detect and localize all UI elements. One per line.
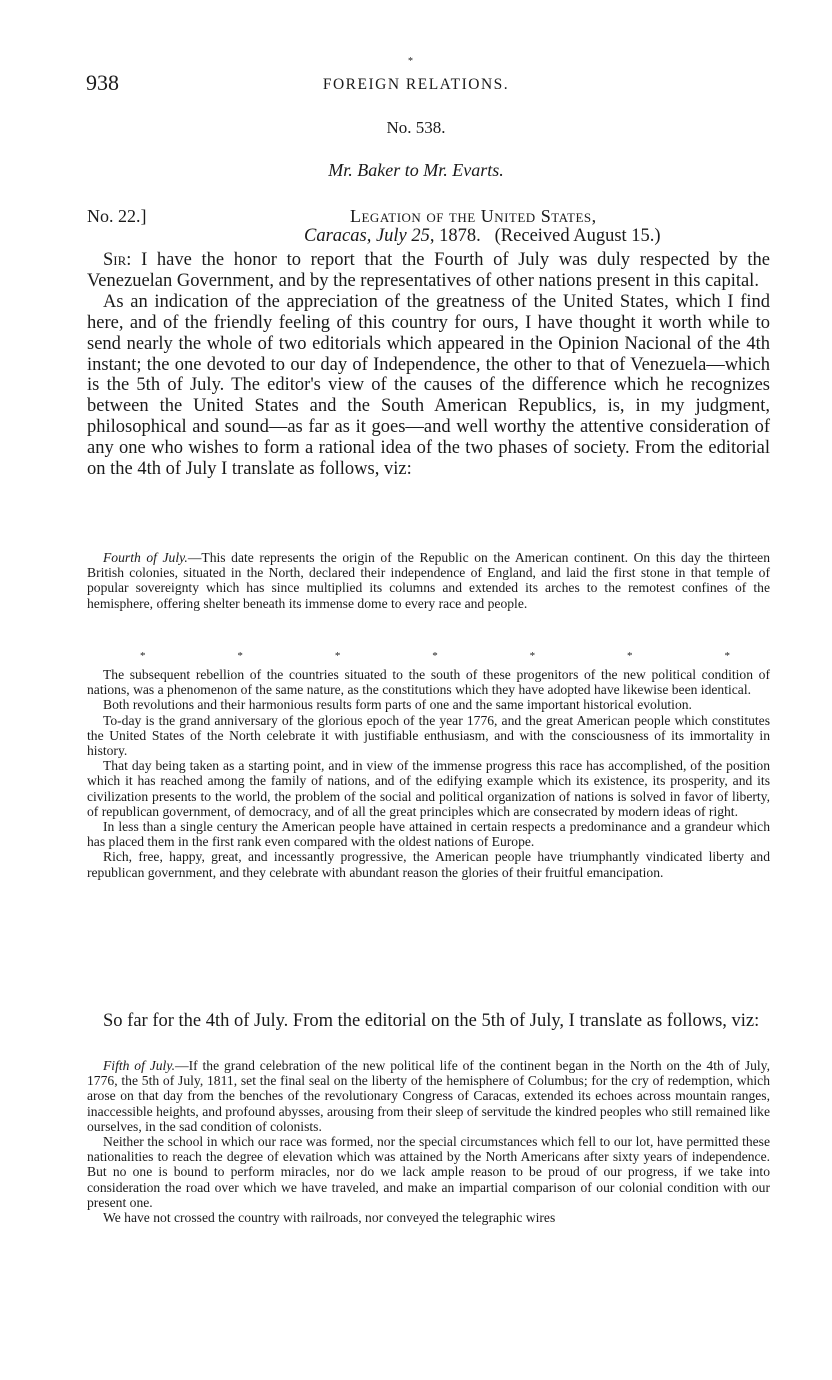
editorial-paragraph: The subsequent rebellion of the countries situated to the south of these progenitors of the new political condition of nations, was a phenomenon of the same nature, as the constitutions which they have adopted have likewise been identical. <box>87 667 770 698</box>
editorial-lead: Fourth of July. <box>103 550 188 565</box>
asterisk: * <box>140 650 146 662</box>
dateline-place: Caracas, July 25 <box>304 226 430 246</box>
editorial-paragraph: Neither the school in which our race was formed, nor the special circumstances which fell to our lot, have permitted these nationalities to reach the degree of elevation which was attained by the North Americans after sixty years of independence. But no one is bound to perform miracles, nor do we lack ample reason to be proud of our progress, if we take into consideration the road over which we have traveled, and make an impartial comparison of our colonial condition with our present one. <box>87 1134 770 1210</box>
editorial-july-5 <box>87 1058 770 1225</box>
letter-transition <box>87 1011 770 1032</box>
editorial-paragraph: In less than a single century the American people have attained in certain respects a predominance and a grandeur which has placed them in the first rank even compared with the oldest nations of Europe. <box>87 819 770 850</box>
dateline-date: , 1878. (Received August 15.) <box>429 226 661 246</box>
editorial-text: —If the grand celebration of the new political life of the continent began in the North on the 4th of July, 1776, the 5th of July, 1811, set the final seal on the liberty of the hemisphere of Columbus; for the cry of redemption, which arose on that day from the benches of the revolutionary Congress of Caracas, extended its echoes across mountain ranges, inaccessible heights, and profound abysses, arousing from their sleep of servitude the kindred peoples who still remained like ourselves, in the sad condition of colonists. <box>87 1058 770 1134</box>
legation-text: Legation of the United States, <box>350 206 597 226</box>
editorial-paragraph <box>87 550 770 611</box>
dispatch-number: No. 22.] <box>87 206 147 226</box>
running-head: FOREIGN RELATIONS. <box>322 76 510 93</box>
letter-paragraph: So far for the 4th of July. From the editorial on the 5th of July, I translate as follows, viz: <box>103 1011 760 1031</box>
document-title: Mr. Baker to Mr. Evarts. <box>328 160 504 180</box>
ellipsis-asterisks <box>140 650 730 662</box>
editorial-paragraph: That day being taken as a starting point, and in view of the immense progress this race has accomplished, of the position which it has reached among the family of nations, and of the edifying example which its existence, its prosperity, and its civilization presents to the world, the problem of the social and political organization of nations is solved in favor of liberty, of republican government, of democracy, and of all the great principles which are consecrated by modern ideas of right. <box>87 758 770 819</box>
asterisk: * <box>432 650 438 662</box>
ornament-mark: * <box>408 56 413 67</box>
letter-body <box>87 250 770 480</box>
editorial-paragraph: Rich, free, happy, great, and incessantly progressive, the American people have triumphantly vindicated liberty and republican government, and they celebrate with abundant reason the glories of their fruitful emancipation. <box>87 849 770 880</box>
asterisk: * <box>529 650 536 662</box>
page-number: 938 <box>86 70 119 95</box>
asterisk: * <box>334 650 341 662</box>
letter-paragraph: As an indication of the appreciation of the greatness of the United States, which I find here, and of the friendly feeling of this country for ours, I have thought it worth while to send nearly the whole of two editorials which appeared in the Opinion Nacional of the 4th instant; the one devoted to our day of Independence, the other to that of Venezuela—which is the 5th of July. The editor's view of the causes of the difference which he recognizes between the United States and the South American Republics, is, in my judgment, philosophical and sound—as far as it goes—and well worthy the attentive consideration of any one who wishes to form a rational idea of the two phases of society. From the editorial on the 4th of July I translate as follows, viz: <box>87 291 770 480</box>
asterisk: * <box>237 650 243 662</box>
editorial-july-4-body <box>87 667 770 880</box>
editorial-july-4-intro <box>87 550 770 611</box>
editorial-lead: Fifth of July. <box>103 1058 176 1073</box>
editorial-paragraph: Both revolutions and their harmonious results form parts of one and the same important historical evolution. <box>103 697 692 713</box>
editorial-text: —This date represents the origin of the Republic on the American continent. On this day the thirteen British colonies, situated in the North, declared their independence of England, and laid the first stone in that temple of popular sovereignty which has since multiplied its columns and extended its arches to the remotest confines of the hemisphere, offering shelter beneath its immense dome to every race and people. <box>87 550 770 611</box>
letter-paragraph-text: : I have the honor to report that the Fourth of July was duly respected by the Venezuelan Government, and by the representatives of other nations present in this capital. <box>87 250 770 291</box>
editorial-paragraph: We have not crossed the country with railroads, nor conveyed the telegraphic wires <box>103 1210 556 1226</box>
letter-paragraph <box>87 250 770 292</box>
editorial-paragraph: To-day is the grand anniversary of the glorious epoch of the year 1776, and the great American people which constitutes the United States of the North celebrate it with justifiable enthusiasm, and with the consciousness of its immortality in history. <box>87 712 770 759</box>
asterisk: * <box>627 650 633 662</box>
document-number: No. 538. <box>386 118 446 137</box>
dateline <box>304 226 661 247</box>
asterisk: * <box>724 650 730 662</box>
legation-heading <box>350 206 597 227</box>
salutation: Sir <box>103 250 127 270</box>
editorial-paragraph <box>87 1058 770 1134</box>
